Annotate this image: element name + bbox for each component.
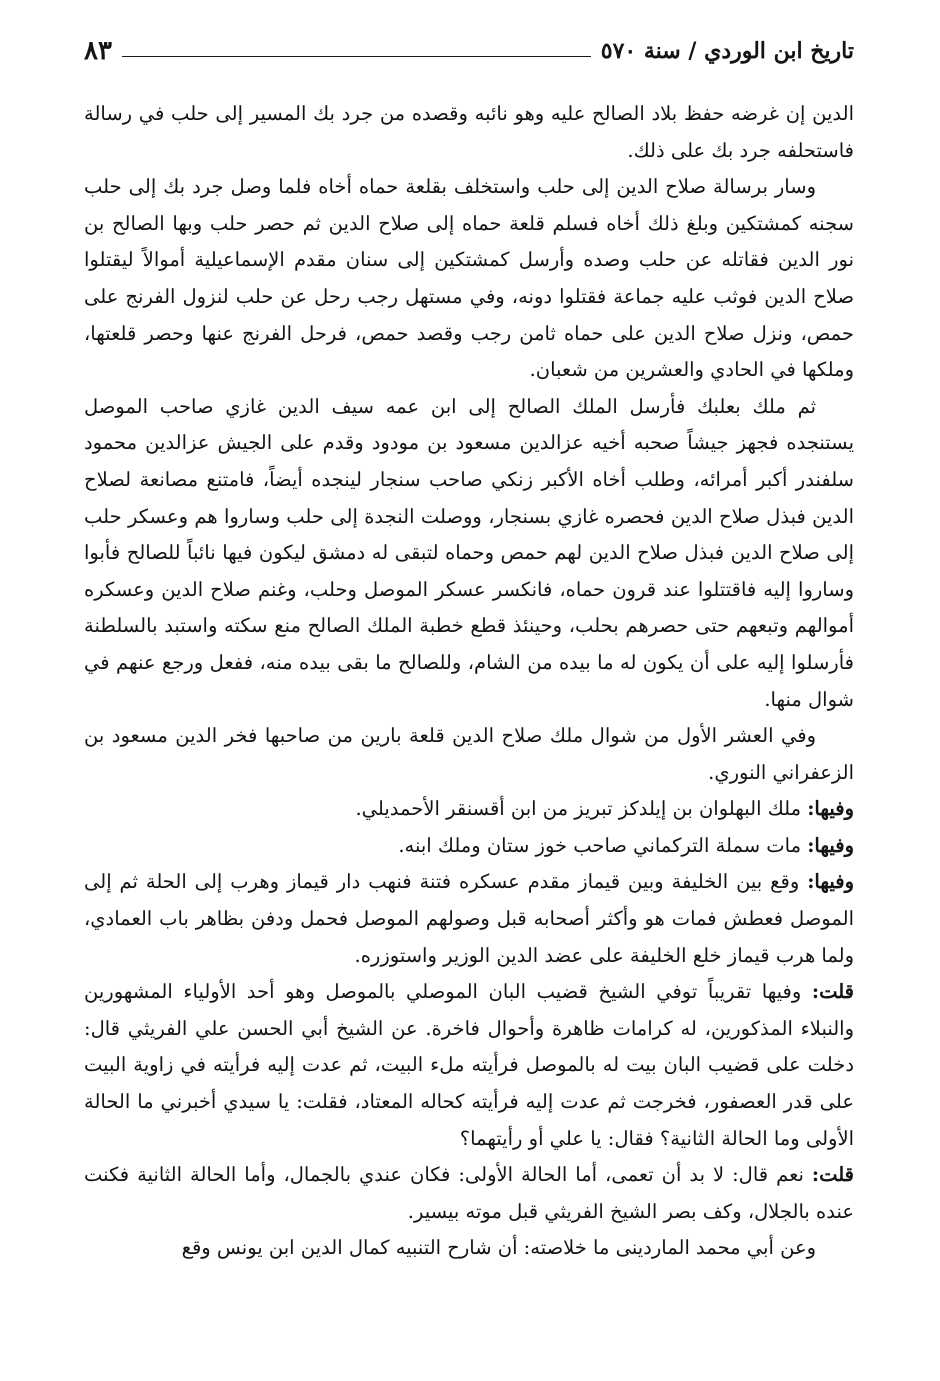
body-text bbox=[84, 96, 854, 1267]
paragraph-text: وسار برسالة صلاح الدين إلى حلب واستخلف بقلعة حماه أخاه فلما وصل جرد بك إلى حلب سجنه كمشتكين وبلغ ذلك أخاه فسلم قلعة حماه إلى صلاح الدين ثم حصر حلب وبها الصالح بن نور الدين فقاتله عن حلب وصده وأرسل كمشتكين إلى سنان مقدم الإسماعيلية أموالاً ليقتلوا صلاح الدين فوثب عليه جماعة فقتلوا دونه، وفي مستهل رجب رحل عن حلب لنزول الفرنج على حمص، ونزل صلاح الدين على حماه ثامن رجب وقصد حمص، فرحل الفرنج عنها وحصر قلعتها، وملكها في الحادي والعشرين من شعبان. bbox=[84, 175, 854, 382]
paragraph-tabriz bbox=[84, 791, 854, 828]
page-number: ٨٣ bbox=[84, 36, 112, 66]
paragraph-keyword: وفيها: bbox=[807, 833, 854, 857]
paragraph-continuation bbox=[84, 96, 854, 169]
paragraph-qadib-al-ban-answer bbox=[84, 1157, 854, 1230]
paragraph-qaymaz bbox=[84, 864, 854, 974]
paragraph-keyword: وفيها: bbox=[807, 797, 854, 821]
paragraph-baalbek bbox=[84, 389, 854, 718]
paragraph-salah-al-din-aleppo bbox=[84, 169, 854, 389]
paragraph-khuzestan bbox=[84, 828, 854, 865]
paragraph-text: وعن أبي محمد الماردينى ما خلاصته: أن شارح التنبيه كمال الدين ابن يونس وقع bbox=[181, 1236, 816, 1260]
paragraph-text: وقع بين الخليفة وبين قيماز مقدم عسكره فتنة فنهب دار قيماز وهرب إلى الحلة ثم إلى الموصل فعطش فمات هو وأكثر أصحابه قبل وصولهم الموصل فحمل ودفن بظاهر باب العمادي، ولما هرب قيماز خلع الخليفة على عضد الدين الوزير واستوزره. bbox=[84, 870, 854, 967]
paragraph-text: وفيها تقريباً توفي الشيخ قضيب البان الموصلي بالموصل وهو أحد الأولياء المشهورين والنبلاء المذكورين، له كرامات ظاهرة وأحوال فاخرة. عن الشيخ أبي الحسن علي الفريثي قال: دخلت على قضيب البان بيت له بالموصل فرأيته ملء البيت، ثم عدت إليه فرأيته في زاوية البيت على قدر العصفور، فخرجت ثم عدت إليه فرأيته كحاله المعتاد، فقلت: يا سيدي أخبرني ما الحالة الأولى وما الحالة الثانية؟ فقال: يا علي أو رأيتهما؟ bbox=[84, 980, 854, 1150]
running-title: تاريخ ابن الوردي / سنة ٥٧٠ bbox=[600, 38, 854, 64]
header-rule bbox=[122, 56, 591, 57]
paragraph-text: الدين إن غرضه حفظ بلاد الصالح عليه وهو نائبه وقصده من جرد بك المسير إلى حلب في رسالة فاستحلفه جرد بك على ذلك. bbox=[84, 102, 854, 162]
paragraph-keyword: قلت: bbox=[811, 1163, 854, 1187]
paragraph-text: ملك البهلوان بن إيلدكز تبريز من ابن أقسنقر الأحمديلي. bbox=[355, 797, 808, 821]
paragraph-text: نعم قال: لا بد أن تعمى، أما الحالة الأولى: فكان عندي بالجمال، وأما الحالة الثانية فكنت عنده بالجلال، وكف بصر الشيخ الفريثي قبل موته بيسير. bbox=[84, 1163, 854, 1223]
paragraph-barin bbox=[84, 718, 854, 791]
paragraph-text: وفي العشر الأول من شوال ملك صلاح الدين قلعة بارين من صاحبها فخر الدين مسعود بن الزعفراني النوري. bbox=[84, 724, 854, 784]
page-header bbox=[84, 28, 854, 74]
paragraph-keyword: وفيها: bbox=[807, 870, 854, 894]
paragraph-keyword: قلت: bbox=[811, 980, 854, 1004]
paragraph-mardini bbox=[84, 1230, 854, 1267]
paragraph-text: ثم ملك بعلبك فأرسل الملك الصالح إلى ابن عمه سيف الدين غازي صاحب الموصل يستنجده فجهز جيشاً صحبه أخيه عزالدين مسعود بن مودود وقدم على الجيش عزالدين محمود سلفندر أكبر أمرائه، وطلب أخاه الأكبر زنكي صاحب سنجار لينجده أيضاً، فامتنع مصانعة لصلاح الدين فبذل صلاح الدين فحصره غازي بسنجار، ووصلت النجدة إلى حلب وساروا هم وعسكر حلب إلى صلاح الدين فبذل صلاح الدين لهم حمص وحماه لتبقى له دمشق ليكون فيها نائباً للصالح فأبوا وساروا إليه فاقتتلوا عند قرون حماه، فانكسر عسكر الموصل وحلب، وغنم صلاح الدين وعسكره أموالهم وتبعهم حتى حصرهم بحلب، وحينئذ قطع خطبة الملك الصالح منع سكته واستبد بالسلطنة فأرسلوا إليه على أن يكون له ما بيده من الشام، وللصالح ما بقى بيده منه، ففعل ورجع عنهم في شوال منها. bbox=[84, 394, 854, 711]
paragraph-text: مات سملة التركماني صاحب خوز ستان وملك ابنه. bbox=[398, 833, 808, 857]
paragraph-qadib-al-ban bbox=[84, 974, 854, 1157]
